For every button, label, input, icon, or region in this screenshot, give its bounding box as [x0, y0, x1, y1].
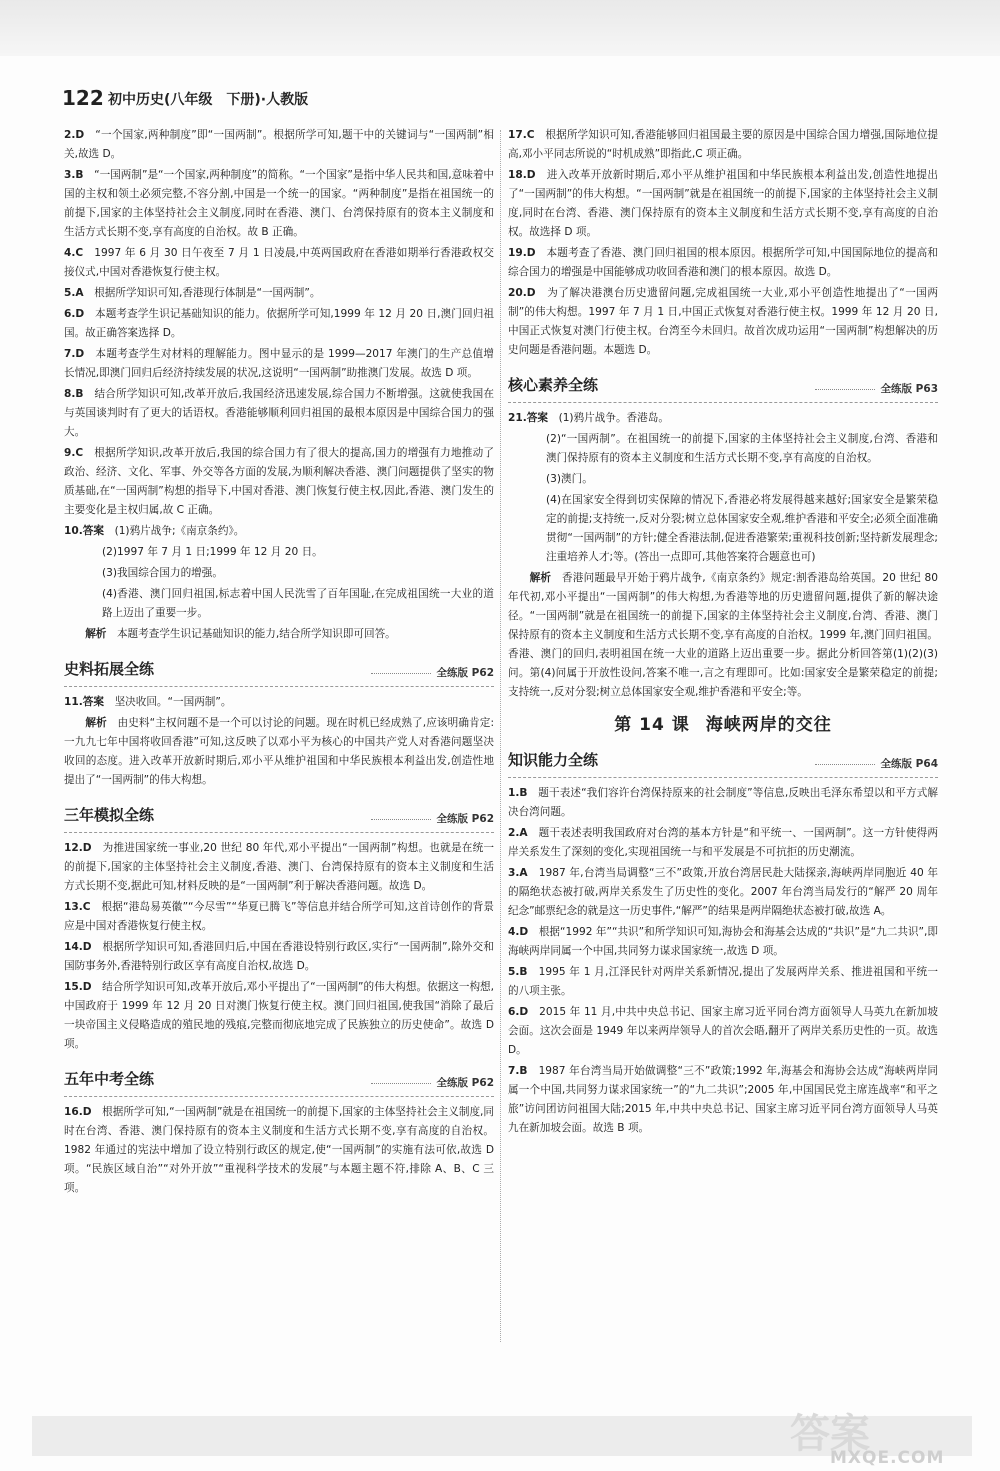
answer-item: 1.B 题干表述“我们容许台湾保持原来的社会制度”等信息,反映出毛泽东希望以和平方式解决台湾问题。 — [508, 787, 939, 818]
answer-item: 4.C 1997 年 6 月 30 日午夜至 7 月 1 日凌晨,中英两国政府在香港如期举行香港政权交接仪式,中国对香港恢复行使主权。 — [64, 247, 494, 278]
answer-line: (4)香港、澳门回归祖国,标志着中国人民洗雪了百年国耻,在完成祖国统一大业的道路上迈出了重要一步。 — [102, 588, 494, 619]
right-column — [508, 126, 938, 1140]
section-header — [64, 802, 494, 833]
answer-line: (3)我国综合国力的增强。 — [102, 567, 223, 579]
section-ref: 全练版 P64 — [815, 755, 938, 774]
answer-item: 8.B 结合所学知识可知,改革开放后,我国经济迅速发展,综合国力不断增强。这就使我国在与英国谈判时有了更大的话语权。香港能够顺利回归祖国的最根本原因是中国综合国力的强大。 — [64, 388, 494, 438]
answer-item: 7.D 本题考查学生对材料的理解能力。图中显示的是 1999—2017 年澳门的生产总值增长情况,即澳门回归后经济持续发展的状况,这说明“一国两制”助推澳门发展。故选 D 项。 — [64, 348, 495, 379]
section-header — [508, 747, 938, 778]
answer-item-10: 10.答案 (1)鸦片战争;《南京条约》。 — [64, 525, 245, 537]
answer-item: 6.D 2015 年 11 月,中共中央总书记、国家主席习近平同台湾方面领导人马英九在新加坡会面。这次会面是 1949 年以来两岸领导人的首次会晤,翻开了两岸关系历史性的一页。故选 D。 — [508, 1006, 938, 1056]
analysis: 解析 本题考查学生识记基础知识的能力,结合所学知识即可回答。 — [85, 628, 396, 640]
answer-item-11: 11.答案 坚决收回。“一国两制”。 — [64, 696, 232, 708]
section-title: 三年模拟全练 — [64, 806, 155, 824]
watermark-big-text: 答案 — [790, 1411, 870, 1457]
page-header — [62, 84, 942, 118]
book-title: 初中历史(八年级 下册)·人教版 — [108, 92, 309, 108]
section-header — [64, 1066, 494, 1097]
answer-item: 5.B 1995 年 1 月,江泽民针对两岸关系新情况,提出了发展两岸关系、推进祖国和平统一的八项主张。 — [508, 966, 938, 997]
answer-item: 9.C 根据所学知识,改革开放后,我国的综合国力有了很大的提高,国力的增强有力地推动了政治、经济、文化、军事、外交等各方面的发展,为顺利解决香港、澳门问题提供了坚实的物质基础,在“一国两制”构想的指导下,中国对香港、澳门恢复行使主权,因此,香港、澳门发生的主要变化是主权归属,故 C 正确。 — [64, 447, 494, 516]
answer-item: 16.D 根据所学可知,“一国两制”就是在祖国统一的前提下,国家的主体坚持社会主义制度,同时在台湾、香港、澳门保持原有的资本主义制度和生活方式长期不变,享有高度的自治权。1982 年通过的宪法中增加了设立特别行政区的规定,使“一国两制”的实施有法可依,故选 D 项。“民族区域自治”“对外开放”“重视科学技术的发展”与本题主题不符,排除 A、B、C 三项。 — [64, 1106, 495, 1194]
answer-item: 5.A 根据所学知识可知,香港现行体制是“一国两制”。 — [64, 287, 321, 299]
section-title: 核心素养全练 — [508, 376, 599, 394]
lesson-number: 第 14 课 — [614, 715, 690, 735]
answer-line: (2)“一国两制”。在祖国统一的前提下,国家的主体坚持社会主义制度,台湾、香港和澳门保持原有的资本主义制度和生活方式长期不变,享有高度的自治权。 — [546, 433, 938, 464]
answer-item: 4.D 根据“1992 年”“共识”和所学知识可知,海协会和海基会达成的“共识”是“九二共识”,即海峡两岸同属一个中国,共同努力谋求国家统一,故选 D 项。 — [508, 926, 939, 957]
lesson-title — [508, 716, 938, 735]
page-number: 122 — [62, 86, 104, 110]
section-title: 五年中考全练 — [64, 1070, 155, 1088]
section-ref: 全练版 P62 — [371, 810, 494, 829]
section-header — [508, 372, 938, 403]
answer-item: 17.C 根据所学知识可知,香港能够回归祖国最主要的原因是中国综合国力增强,国际地位提高,邓小平同志所说的“时机成熟”即指此,C 项正确。 — [508, 129, 939, 160]
answer-item: 20.D 为了解决港澳台历史遗留问题,完成祖国统一大业,邓小平创造性地提出了“一国两制”的伟大构想。1997 年 7 月 1 日,中国正式恢复对香港行使主权。1999 年 12 月 20 日,中国正式恢复对澳门行使主权。台湾至今未回归。故首次成功运用“一国两制”构想解决的历史问题是香港问题。本题选 D。 — [508, 287, 938, 356]
answer-item: 2.D “一个国家,两种制度”即“一国两制”。根据所学可知,题干中的关键词与“一国两制”相关,故选 D。 — [64, 129, 495, 160]
section-ref: 全练版 P62 — [371, 664, 494, 683]
analysis: 解析 香港问题最早开始于鸦片战争,《南京条约》规定:割香港岛给英国。20 世纪 80 年代初,邓小平提出“一国两制”的伟大构想,为香港等地的历史遗留问题,提供了新的解决途径。“一国两制”就是在祖国统一的前提下,国家的主体坚持社会主义制度,台湾、香港、澳门保持原有的资本主义制度和生活方式长期不变,享有高度的自治权。1999 年,澳门回归祖国。香港、澳门的回归,表明祖国在统一大业的道路上迈出重要一步。据此分析回答第(1)(2)(3)问。第(4)问属于开放性设问,答案不唯一,言之有理即可。比如:国家安全是繁荣稳定的前提;支持统一,反对分裂;树立总体国家安全观,维护香港和平安全;等。 — [508, 572, 939, 698]
section-title: 知识能力全练 — [508, 751, 599, 769]
section-ref: 全练版 P62 — [371, 1074, 494, 1093]
section-header — [64, 656, 494, 687]
answer-item: 13.C 根据“港岛易英徽”“今尽雪”“华夏已腾飞”等信息并结合所学可知,这首诗创作的背景应是中国对香港恢复行使主权。 — [64, 901, 494, 932]
top-band — [0, 0, 1000, 56]
answer-item: 19.D 本题考查了香港、澳门回归祖国的根本原因。根据所学可知,中国国际地位的提高和综合国力的增强是中国能够成功收回香港和澳门的根本原因。故选 D。 — [508, 247, 938, 278]
answer-item: 2.A 题干表述表明我国政府对台湾的基本方针是“和平统一、一国两制”。这一方针使得两岸关系发生了深刻的变化,实现祖国统一与和平发展是不可抗拒的历史潮流。 — [508, 827, 938, 858]
answer-item-21: 21.答案 (1)鸦片战争。香港岛。 — [508, 412, 669, 424]
answer-item: 6.D 本题考查学生识记基础知识的能力。依据所学可知,1999 年 12 月 20 日,澳门回归祖国。故正确答案选择 D。 — [64, 308, 494, 339]
answer-item: 18.D 进入改革开放新时期后,邓小平从维护祖国和中华民族根本利益出发,创造性地提出了“一国两制”的伟大构想。“一国两制”就是在祖国统一的前提下,国家的主体坚持社会主义制度,同时在台湾、香港、澳门保持原有的资本主义制度和生活方式长期不变,享有高度的自治权。故选择 D 项。 — [508, 169, 939, 238]
analysis: 解析 由史料“主权问题不是一个可以讨论的问题。现在时机已经成熟了,应该明确肯定:一九九七年中国将收回香港”可知,这反映了以邓小平为核心的中国共产党人对香港问题坚决收回的态度。进入改革开放新时期后,邓小平从维护祖国和中华民族根本利益出发,创造性地提出了“一国两制”的伟大构想。 — [64, 717, 495, 786]
lesson-name: 海峡两岸的交往 — [705, 715, 832, 735]
answer-item: 15.D 结合所学知识可知,改革开放后,邓小平提出了“一国两制”的伟大构想。依据这一构想,中国政府于 1999 年 12 月 20 日对澳门恢复行使主权。澳门回归祖国,使我国“消除了最后一块帝国主义侵略造成的殖民地的残痕,完整而彻底地完成了民族独立的历史使命”。故选 D 项。 — [64, 981, 495, 1050]
answer-item: 3.A 1987 年,台湾当局调整“三不”政策,开放台湾居民赴大陆探亲,海峡两岸同胞近 40 年的隔绝状态被打破,两岸关系发生了历史性的变化。2007 年台湾当局发行的“解严 20 周年纪念”邮票纪念的就是这一历史事件,“解严”的结果是两岸隔绝状态被打破,故选 A。 — [508, 867, 938, 917]
section-ref: 全练版 P63 — [815, 380, 938, 399]
answer-item: 3.B “一国两制”是“一个国家,两种制度”的简称。“一个国家”是指中华人民共和国,意味着中国的主权和领土必须完整,不容分割,中国是一个统一的国家。“两种制度”是指在祖国统一的前提下,国家的主体坚持社会主义制度,同时在香港、澳门、台湾保持原有的资本主义制度和生活方式长期不变,享有高度的自治权。故 B 正确。 — [64, 169, 495, 238]
answer-item: 12.D 为推进国家统一事业,20 世纪 80 年代,邓小平提出“一国两制”构想。也就是在统一的前提下,国家的主体坚持社会主义制度,香港、澳门、台湾保持原有的资本主义制度和生活方式长期不变,据此可知,材料反映的是“一国两制”利于解决香港问题。故选 D。 — [64, 842, 495, 892]
section-title: 史料拓展全练 — [64, 660, 155, 678]
answer-item: 14.D 根据所学知识可知,香港回归后,中国在香港设特别行政区,实行“一国两制”,除外交和国防事务外,香港特别行政区享有高度自治权,故选 D。 — [64, 941, 495, 972]
left-column — [64, 126, 494, 1200]
answer-line: (3)澳门。 — [546, 473, 593, 485]
answer-item: 7.B 1987 年台湾当局开始做调整“三不”政策;1992 年,海基会和海协会达成“海峡两岸同属一个中国,共同努力谋求国家统一”的“九二共识”;2005 年,中国国民党主席连战率“和平之旅”访问团访问祖国大陆;2015 年,中共中央总书记、国家主席习近平同台湾方面领导人马英九在新加坡会面。故选 B 项。 — [508, 1065, 938, 1134]
answer-line: (2)1997 年 7 月 1 日;1999 年 12 月 20 日。 — [102, 546, 323, 558]
answer-line: (4)在国家安全得到切实保障的情况下,香港必将发展得越来越好;国家安全是繁荣稳定的前提;支持统一,反对分裂;树立总体国家安全观,维护香港和平安全;必须全面准确贯彻“一国两制”的方针;健全香港法制,促进香港繁荣;重视科技创新;坚持新发展理念;注重培养人才;等。(答出一点即可,其他答案符合题意也可) — [546, 494, 938, 563]
watermark-logo — [790, 1398, 980, 1468]
watermark-site: MXQE.COM — [830, 1448, 945, 1468]
column-divider — [500, 130, 501, 1342]
